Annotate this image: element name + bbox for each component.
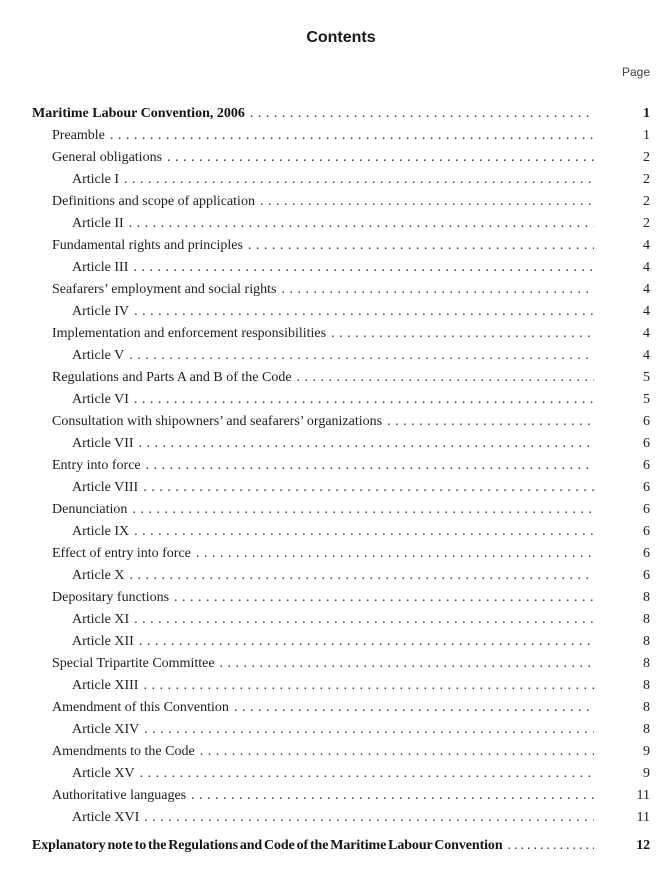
toc-entry-page: 8 xyxy=(643,612,650,627)
toc-entry-page: 9 xyxy=(643,766,650,781)
toc-entry xyxy=(32,213,650,235)
toc-entry xyxy=(32,521,650,543)
toc-entry-label: Article X xyxy=(72,568,125,583)
toc-entry xyxy=(32,741,650,763)
toc-entry-label: Article XII xyxy=(72,634,134,649)
toc-leader-dots xyxy=(143,675,594,697)
toc-entry-label: Article VIII xyxy=(72,480,139,495)
toc-entry xyxy=(32,587,650,609)
toc-leader-dots xyxy=(331,323,594,345)
toc-entry-label: Article VI xyxy=(72,392,129,407)
toc-entry-page: 1 xyxy=(643,128,650,143)
toc-entry-label: General obligations xyxy=(52,150,163,165)
toc-entry-page: 2 xyxy=(643,216,650,231)
toc-leader-dots xyxy=(200,741,594,763)
toc-entry-label: Authoritative languages xyxy=(52,788,187,803)
toc-entry xyxy=(32,169,650,191)
toc-leader-dots xyxy=(250,103,594,125)
toc-entry-page: 4 xyxy=(643,260,650,275)
page-column-label: Page xyxy=(621,65,650,79)
toc-entry-label: Amendments to the Code xyxy=(52,744,195,759)
toc-entry-label: Amendment of this Convention xyxy=(52,700,229,715)
toc-entry xyxy=(32,477,650,499)
toc-entry-page: 8 xyxy=(643,678,650,693)
toc-entry xyxy=(32,609,650,631)
toc-entry-label: Implementation and enforcement responsibilities xyxy=(52,326,327,341)
toc-leader-dots xyxy=(124,169,594,191)
toc-entry-page: 6 xyxy=(643,414,650,429)
toc-entry-label: Article II xyxy=(72,216,124,231)
toc-entry-label: Article XI xyxy=(72,612,130,627)
toc-entry-page: 12 xyxy=(636,838,650,853)
toc-leader-dots xyxy=(234,697,594,719)
toc-entry xyxy=(32,807,650,829)
toc-entry xyxy=(32,499,650,521)
toc-entry-page: 4 xyxy=(643,282,650,297)
toc-entry-label: Article IV xyxy=(72,304,130,319)
toc-entry xyxy=(32,411,650,433)
toc-leader-dots xyxy=(248,235,594,257)
toc-leader-dots xyxy=(110,125,594,147)
toc-entry xyxy=(32,257,650,279)
toc-leader-dots xyxy=(174,587,594,609)
toc-leader-dots xyxy=(139,631,594,653)
toc-entry-label: Regulations and Parts A and B of the Code xyxy=(52,370,292,385)
toc-entry xyxy=(32,389,650,411)
toc-leader-dots xyxy=(260,191,594,213)
toc-entry-label: Denunciation xyxy=(52,502,128,517)
toc-entry-page: 2 xyxy=(643,172,650,187)
toc-entry-page: 4 xyxy=(643,238,650,253)
toc-entry-page: 4 xyxy=(643,348,650,363)
toc-entry xyxy=(32,191,650,213)
toc-leader-dots xyxy=(387,411,594,433)
toc-entry-page: 6 xyxy=(643,502,650,517)
toc-entry-label: Special Tripartite Committee xyxy=(52,656,215,671)
toc-entry xyxy=(32,543,650,565)
toc-entry-label: Article VII xyxy=(72,436,134,451)
toc-leader-dots xyxy=(146,455,594,477)
toc-leader-dots xyxy=(508,835,594,857)
toc-entry-page: 11 xyxy=(636,788,650,803)
toc-entry xyxy=(32,433,650,455)
toc-entry xyxy=(32,455,650,477)
toc-entry-label: Article III xyxy=(72,260,129,275)
toc-leader-dots xyxy=(139,433,594,455)
toc-entry-page: 1 xyxy=(643,106,650,121)
toc-leader-dots xyxy=(129,345,594,367)
toc-entry-page: 5 xyxy=(643,392,650,407)
toc-entry xyxy=(32,565,650,587)
toc-list xyxy=(32,103,650,857)
toc-entry-label: Article IX xyxy=(72,524,130,539)
toc-leader-dots xyxy=(134,301,594,323)
toc-entry-page: 11 xyxy=(636,810,650,825)
toc-entry xyxy=(32,631,650,653)
toc-leader-dots xyxy=(134,609,594,631)
toc-entry-label: Fundamental rights and principles xyxy=(52,238,243,253)
toc-entry-page: 2 xyxy=(643,194,650,209)
toc-entry xyxy=(32,653,650,675)
toc-entry-label: Entry into force xyxy=(52,458,141,473)
toc-leader-dots xyxy=(281,279,594,301)
toc-entry-page: 8 xyxy=(643,590,650,605)
toc-entry xyxy=(32,103,650,125)
toc-entry xyxy=(32,279,650,301)
toc-entry-label: Depositary functions xyxy=(52,590,170,605)
toc-entry xyxy=(32,763,650,785)
toc-entry xyxy=(32,785,650,807)
toc-entry xyxy=(32,235,650,257)
toc-entry xyxy=(32,367,650,389)
toc-entry-page: 5 xyxy=(643,370,650,385)
page-title: Contents xyxy=(306,29,376,46)
toc-entry-page: 8 xyxy=(643,722,650,737)
toc-entry-label: Article XIV xyxy=(72,722,140,737)
toc-leader-dots xyxy=(144,807,594,829)
toc-leader-dots xyxy=(129,565,594,587)
toc-leader-dots xyxy=(143,477,594,499)
toc-leader-dots xyxy=(191,785,594,807)
toc-entry-label: Maritime Labour Convention, 2006 xyxy=(32,106,245,121)
toc-leader-dots xyxy=(297,367,594,389)
toc-entry-label: Article I xyxy=(72,172,120,187)
toc-entry-page: 4 xyxy=(643,326,650,341)
toc-entry-page: 4 xyxy=(643,304,650,319)
toc-entry-label: Preamble xyxy=(52,128,105,143)
toc-entry-page: 6 xyxy=(643,524,650,539)
toc-entry xyxy=(32,301,650,323)
toc-entry-page: 2 xyxy=(643,150,650,165)
toc-entry-page: 6 xyxy=(643,546,650,561)
toc-entry-label: Seafarers’ employment and social rights xyxy=(52,282,277,297)
toc-leader-dots xyxy=(132,499,594,521)
toc-entry xyxy=(32,719,650,741)
toc-entry xyxy=(32,125,650,147)
toc-entry xyxy=(32,147,650,169)
toc-entry xyxy=(32,345,650,367)
toc-leader-dots xyxy=(144,719,594,741)
toc-leader-dots xyxy=(140,763,594,785)
toc-entry-page: 6 xyxy=(643,458,650,473)
toc-entry xyxy=(32,675,650,697)
toc-entry-page: 8 xyxy=(643,700,650,715)
toc-leader-dots xyxy=(220,653,594,675)
toc-entry-page: 8 xyxy=(643,634,650,649)
toc-leader-dots xyxy=(129,213,594,235)
toc-entry-label: Article XV xyxy=(72,766,135,781)
toc-entry-page: 6 xyxy=(643,436,650,451)
toc-entry-label: Definitions and scope of application xyxy=(52,194,255,209)
toc-entry-label: Effect of entry into force xyxy=(52,546,191,561)
toc-entry-page: 9 xyxy=(643,744,650,759)
toc-entry-page: 8 xyxy=(643,656,650,671)
toc-entry xyxy=(32,835,650,857)
toc-entry xyxy=(32,323,650,345)
toc-entry-label: Explanatory note to the Regulations and Code of the Maritime Labour Convention xyxy=(32,838,503,853)
toc-leader-dots xyxy=(133,257,594,279)
toc-entry-label: Article XVI xyxy=(72,810,140,825)
toc-entry-label: Article V xyxy=(72,348,125,363)
toc-entry-page: 6 xyxy=(643,568,650,583)
toc-entry-label: Consultation with shipowners’ and seafarers’ organizations xyxy=(52,414,383,429)
toc-leader-dots xyxy=(167,147,594,169)
toc-entry xyxy=(32,697,650,719)
toc-leader-dots xyxy=(196,543,594,565)
toc-leader-dots xyxy=(134,389,594,411)
toc-entry-page: 6 xyxy=(643,480,650,495)
toc-entry-label: Article XIII xyxy=(72,678,139,693)
toc-leader-dots xyxy=(134,521,594,543)
